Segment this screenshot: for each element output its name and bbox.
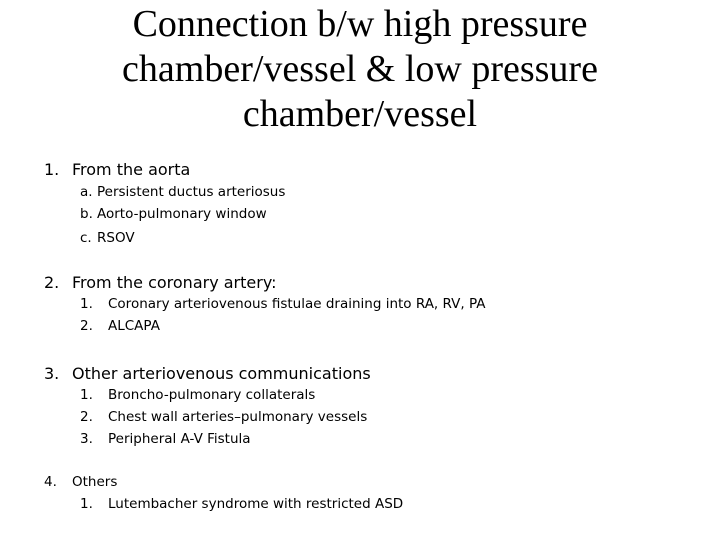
list-item: Broncho-pulmonary collaterals [108,387,316,403]
title-line-3: chamber/vessel [242,93,478,135]
list-item-marker: 3. [80,431,93,447]
list-item-marker: 2. [80,318,93,334]
list-item-marker: b. [80,206,93,222]
list-item: Peripheral A-V Fistula [108,431,251,447]
list-item: Persistent ductus arteriosus [97,184,286,200]
section-number: 2. [44,273,60,292]
list-item: Chest wall arteries–pulmonary vessels [108,409,368,425]
list-item: Coronary arteriovenous fistulae draining into RA, RV, PA [108,296,486,312]
section-heading: Others [72,474,118,490]
title-line-2: chamber/vessel & low pressure [122,48,598,90]
list-item-marker: 1. [80,387,93,403]
section-number: 4. [44,474,57,490]
section-number: 1. [44,160,60,179]
title-line-1: Connection b/w high pressure [132,3,588,45]
section-heading: From the aorta [72,160,191,179]
section-heading: From the coronary artery: [72,273,277,292]
slide-title [60,2,660,137]
list-item-marker: a. [80,184,93,200]
section-heading: Other arteriovenous communications [72,364,371,383]
section-number: 3. [44,364,60,383]
list-item: Lutembacher syndrome with restricted ASD [108,496,404,512]
list-item-marker: 2. [80,409,93,425]
list-item-marker: 1. [80,496,93,512]
list-item-marker: c. [80,230,92,246]
list-item: Aorto-pulmonary window [97,206,267,222]
list-item: RSOV [97,230,135,246]
list-item: ALCAPA [108,318,160,334]
list-item-marker: 1. [80,296,93,312]
